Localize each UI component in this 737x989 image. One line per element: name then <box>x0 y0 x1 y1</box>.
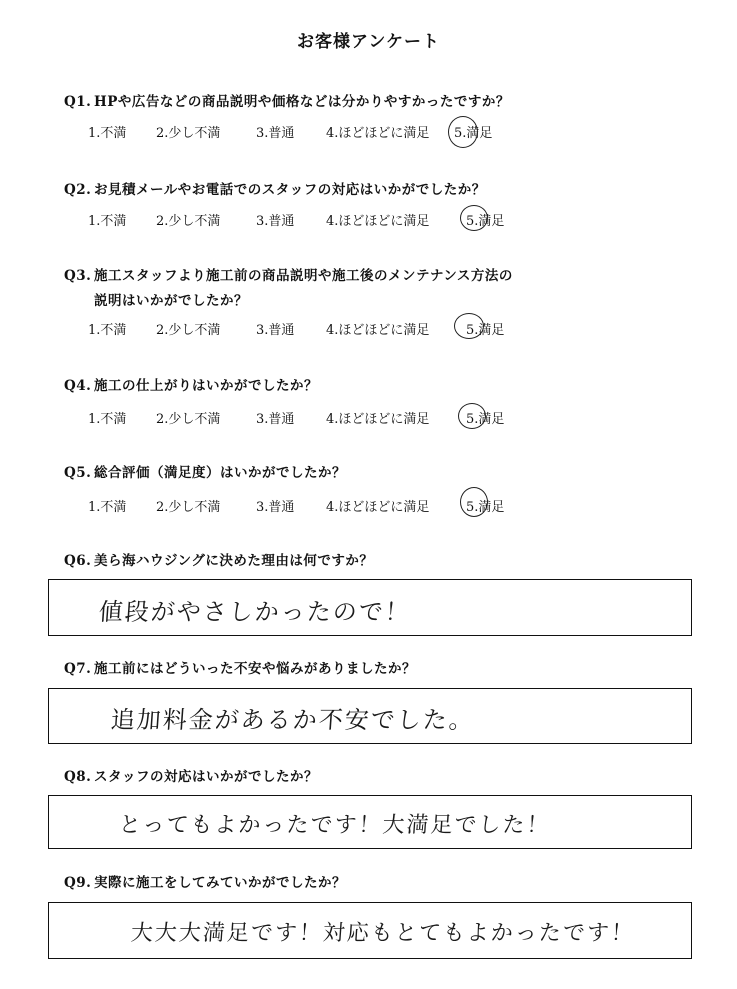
question-text: お見積メールやお電話でのスタッフの対応はいかがでしたか？ <box>94 182 486 198</box>
question-number: Q3. <box>64 268 92 284</box>
option-3[interactable]: 3.普通 <box>256 323 295 338</box>
survey-title: お客様アンケート <box>297 32 440 52</box>
option-3[interactable]: 3.普通 <box>256 126 295 141</box>
selection-circle <box>454 313 484 339</box>
selection-circle <box>458 403 486 429</box>
option-4[interactable]: 4.ほどほどに満足 <box>326 323 430 338</box>
option-4[interactable]: 4.ほどほどに満足 <box>326 500 430 515</box>
option-3[interactable]: 3.普通 <box>256 214 295 229</box>
question-number: Q7. <box>64 661 92 677</box>
option-3[interactable]: 3.普通 <box>256 412 295 427</box>
question-1 <box>64 90 510 110</box>
question-7 <box>64 657 416 677</box>
question-text: HPや広告などの商品説明や価格などは分かりやすかったですか？ <box>94 94 510 110</box>
question-text: 施工の仕上がりはいかがでしたか？ <box>94 378 318 394</box>
option-1[interactable]: 1.不満 <box>88 323 127 338</box>
answer-box-q8[interactable] <box>48 795 692 849</box>
question-9 <box>64 871 346 891</box>
option-5-selected[interactable]: 5.満足 <box>466 214 505 229</box>
question-number: Q2. <box>64 182 92 198</box>
option-5-selected[interactable]: 5.満足 <box>466 323 505 338</box>
question-number: Q6. <box>64 553 92 569</box>
handwritten-answer: 追加料金があるか不安でした。 <box>109 706 476 734</box>
question-text: スタッフの対応はいかがでしたか？ <box>94 769 318 785</box>
question-text-line2: 説明はいかがでしたか？ <box>94 293 248 309</box>
handwritten-answer: とってもよかったです！大満足でした！ <box>117 813 552 838</box>
option-1[interactable]: 1.不満 <box>88 126 127 141</box>
option-2[interactable]: 2.少し不満 <box>156 412 221 427</box>
question-5 <box>64 461 346 481</box>
answer-box-q7[interactable] <box>48 688 692 744</box>
option-1[interactable]: 1.不満 <box>88 214 127 229</box>
question-3 <box>64 264 513 309</box>
option-2[interactable]: 2.少し不満 <box>156 500 221 515</box>
question-number: Q4. <box>64 378 92 394</box>
option-3[interactable]: 3.普通 <box>256 500 295 515</box>
question-text: 施工スタッフより施工前の商品説明や施工後のメンテナンス方法の <box>94 268 513 284</box>
selection-circle <box>460 205 488 231</box>
option-1[interactable]: 1.不満 <box>88 412 127 427</box>
question-4 <box>64 374 318 394</box>
option-5-selected[interactable]: 5.満足 <box>454 126 493 141</box>
option-4[interactable]: 4.ほどほどに満足 <box>326 412 430 427</box>
question-text: 総合評価（満足度）はいかがでしたか？ <box>94 465 346 481</box>
question-8 <box>64 765 318 785</box>
option-2[interactable]: 2.少し不満 <box>156 323 221 338</box>
question-text: 施工前にはどういった不安や悩みがありましたか？ <box>94 661 416 677</box>
handwritten-answer: 値段がやさしかったので！ <box>97 598 412 626</box>
question-text: 実際に施工をしてみていかがでしたか？ <box>94 875 346 891</box>
question-number: Q1. <box>64 94 92 110</box>
option-4[interactable]: 4.ほどほどに満足 <box>326 126 430 141</box>
answer-box-q6[interactable] <box>48 579 692 636</box>
selection-circle <box>448 116 478 148</box>
question-6 <box>64 549 373 569</box>
option-1[interactable]: 1.不満 <box>88 500 127 515</box>
handwritten-answer: 大大大満足です！対応もとてもよかったです！ <box>129 921 636 946</box>
question-2 <box>64 178 486 198</box>
question-number: Q9. <box>64 875 92 891</box>
option-5-selected[interactable]: 5.満足 <box>466 412 505 427</box>
question-number: Q5. <box>64 465 92 481</box>
question-number: Q8. <box>64 769 92 785</box>
selection-circle <box>460 487 488 517</box>
option-2[interactable]: 2.少し不満 <box>156 126 221 141</box>
question-text: 美ら海ハウジングに決めた理由は何ですか？ <box>94 553 374 569</box>
answer-box-q9[interactable] <box>48 902 692 959</box>
option-4[interactable]: 4.ほどほどに満足 <box>326 214 430 229</box>
option-2[interactable]: 2.少し不満 <box>156 214 221 229</box>
option-5-selected[interactable]: 5.満足 <box>466 500 505 515</box>
